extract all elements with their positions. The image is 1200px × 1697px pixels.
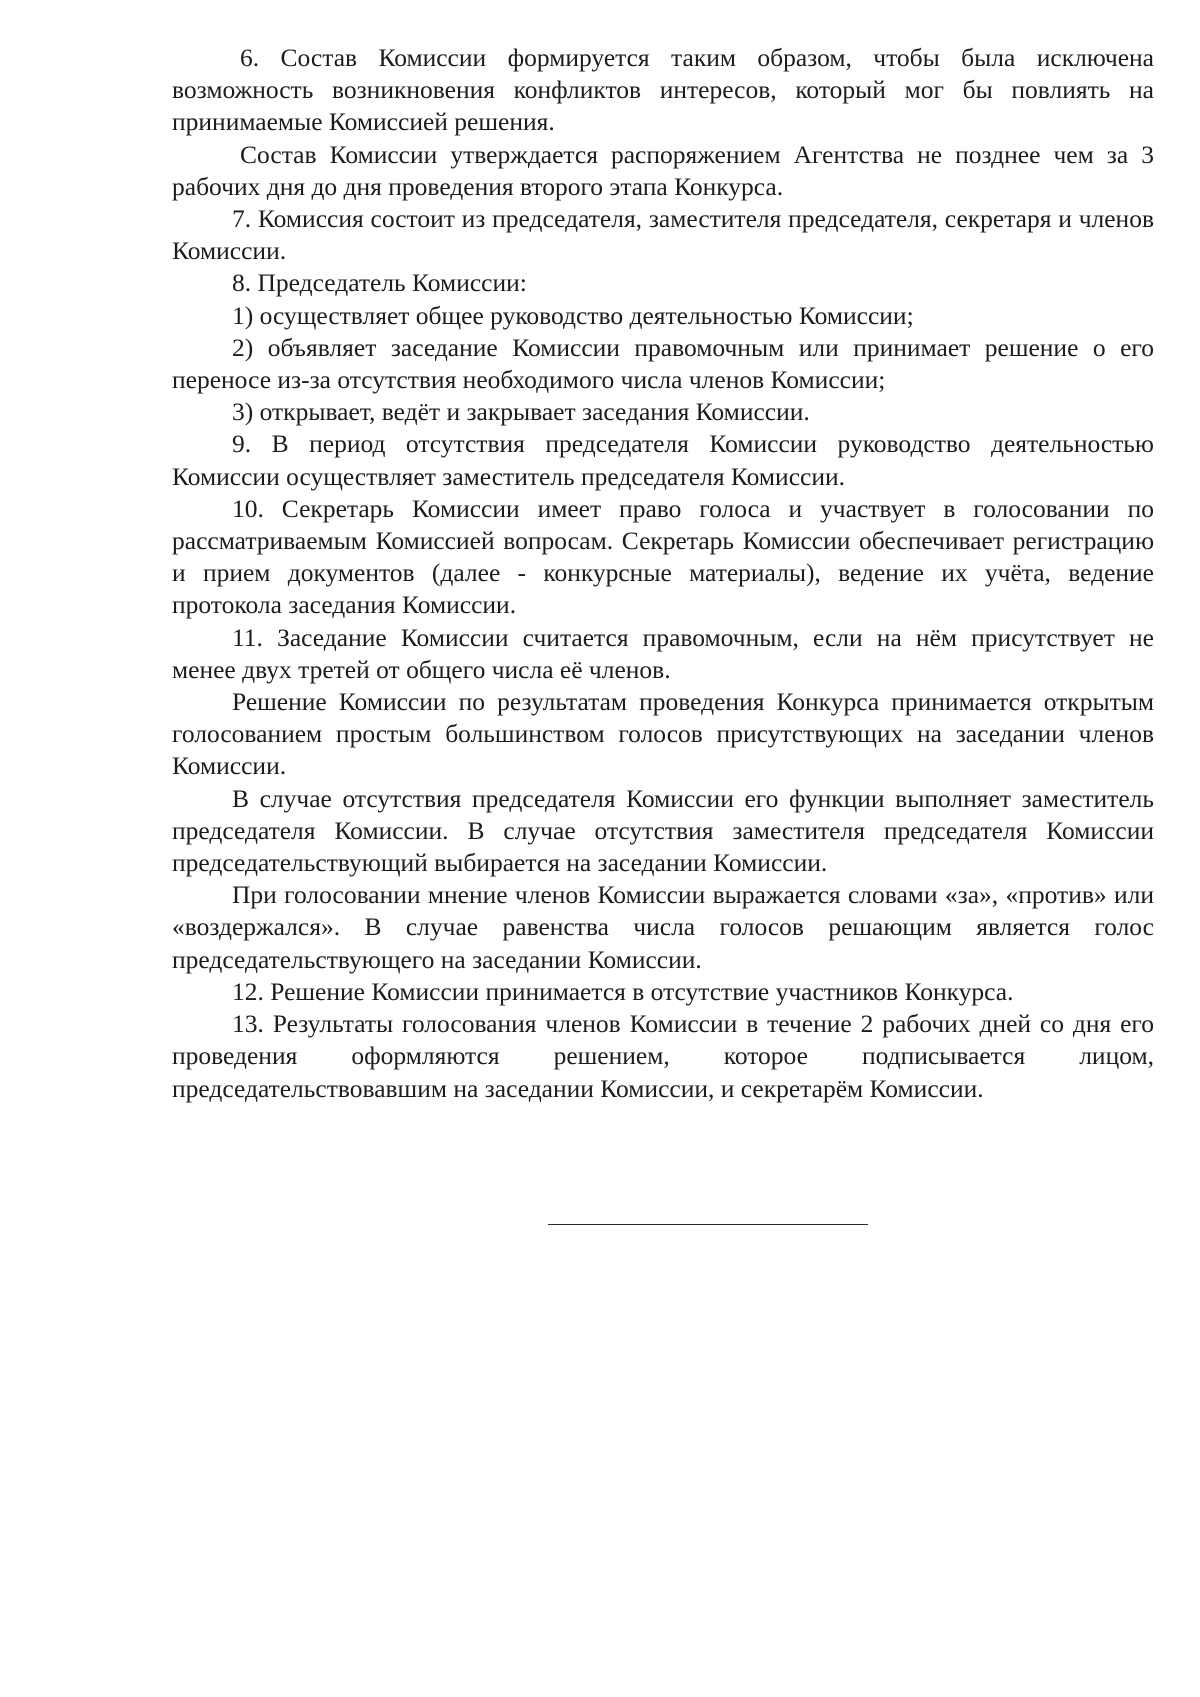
paragraph-8-chairman-heading: 8. Председатель Комиссии: xyxy=(232,268,527,298)
paragraph-9-deputy: 9. В период отсутствия председателя Комиссии руководство деятельностью Комиссии осуществляет заместитель председателя Комиссии. xyxy=(172,429,1154,491)
paragraph-7-commission-members: 7. Комиссия состоит из председателя, заместителя председателя, секретаря и членов Комиссии. xyxy=(172,204,1154,266)
paragraph-8-item-2: 2) объявляет заседание Комиссии правомочным или принимает решение о его переносе из-за отсутствия необходимого числа членов Комиссии; xyxy=(172,332,1154,395)
paragraph-10-secretary: 10. Секретарь Комиссии имеет право голоса и участвует в голосовании по рассматриваемым Комиссией вопросам. Секретарь Комиссии обеспечивает регистрацию и прием документов (далее - конкурсные материалы), ведение их учёта, ведение протокола заседания Комиссии. xyxy=(172,493,1154,620)
paragraph-8-item-3: 3) открывает, ведёт и закрывает заседания Комиссии. xyxy=(232,397,810,427)
paragraph-6-commission-composition: 6. Состав Комиссии формируется таким образом, чтобы была исключена возможность возникновения конфликтов интересов, который мог бы повлиять на принимаемые Комиссией решения. xyxy=(172,43,1154,137)
paragraph-8-item-1: 1) осуществляет общее руководство деятельностью Комиссии; xyxy=(232,300,914,330)
paragraph-12-absence-of-participants: 12. Решение Комиссии принимается в отсутствие участников Конкурса. xyxy=(232,976,1014,1006)
paragraph-chairman-absence: В случае отсутствия председателя Комиссии его функции выполняет заместитель председателя Комиссии. В случае отсутствия заместителя председателя Комиссии председательствующий выбирается на заседании Комиссии. xyxy=(172,783,1154,878)
document-body xyxy=(172,42,1154,1105)
paragraph-composition-approval: Состав Комиссии утверждается распоряжением Агентства не позднее чем за 3 рабочих дня до дня проведения второго этапа Конкурса. xyxy=(172,139,1154,201)
end-separator-line xyxy=(548,1224,868,1225)
paragraph-11-quorum: 11. Заседание Комиссии считается правомочным, если на нём присутствует не менее двух третей от общего числа её членов. xyxy=(172,622,1154,684)
paragraph-voting-opinion: При голосовании мнение членов Комиссии выражается словами «за», «против» или «воздержался». В случае равенства числа голосов решающим является голос председательствующего на заседании Комиссии. xyxy=(172,880,1154,974)
paragraph-decision-voting: Решение Комиссии по результатам проведения Конкурса принимается открытым голосованием простым большинством голосов присутствующих на заседании членов Комиссии. xyxy=(172,687,1154,781)
paragraph-13-voting-results: 13. Результаты голосования членов Комиссии в течение 2 рабочих дней со дня его проведения оформляются решением, которое подписывается лицом, председательствовавшим на заседании Комиссии, и секретарём Комиссии. xyxy=(172,1009,1154,1103)
